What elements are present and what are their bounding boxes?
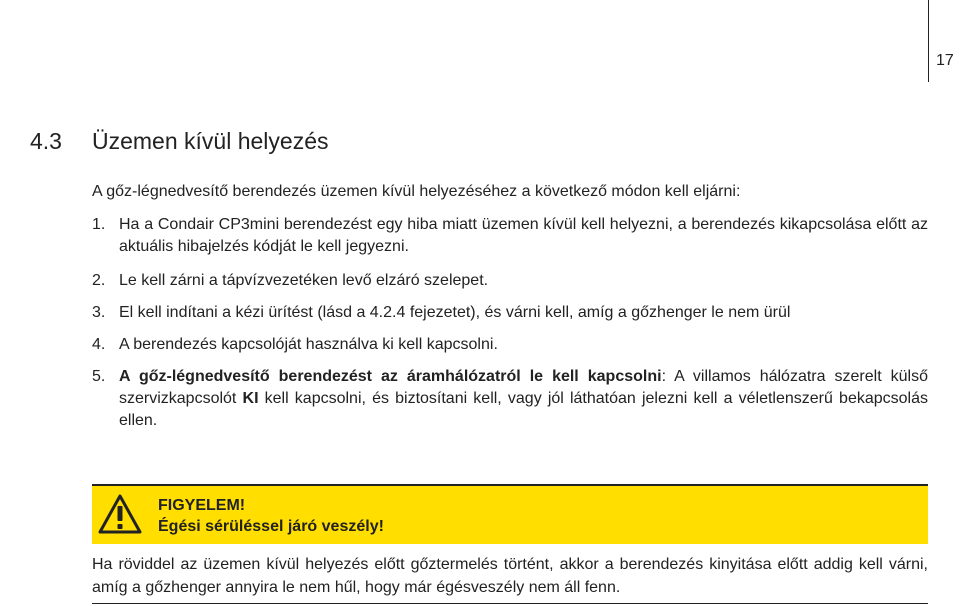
section-number: 4.3 (30, 128, 62, 154)
step-text: Ha a Condair CP3mini berendezést egy hiba miatt üzemen kívül kell helyezni, a berendezés kikapcsolása előtt az aktuális hibajelzés kódját le kell jegyezni. (119, 216, 928, 255)
warning-band (92, 486, 928, 544)
step-1 (92, 214, 928, 258)
step-number: 5. (92, 368, 106, 385)
step-4 (92, 334, 928, 356)
step-text: A berendezés kapcsolóját használva ki kell kapcsolni. (119, 336, 498, 353)
warning-titles (158, 495, 384, 537)
warning-bottom-rule (92, 603, 928, 604)
intro-text: A gőz-légnedvesítő berendezés üzemen kívül helyezéséhez a következő módon kell eljárni: (92, 183, 741, 200)
step-3 (92, 302, 928, 324)
section-title: Üzemen kívül helyezés (92, 128, 329, 154)
step-text: Le kell zárni a tápvízvezetéken levő elzáró szelepet. (119, 272, 489, 289)
step-number: 1. (92, 216, 106, 233)
page-margin-rule (928, 0, 929, 82)
step-number: 3. (92, 304, 106, 321)
step-2 (92, 270, 928, 292)
step-number: 2. (92, 272, 106, 289)
procedure-steps (92, 214, 928, 442)
warning-subtitle: Égési sérüléssel járó veszély! (158, 518, 384, 535)
section-heading (30, 128, 329, 155)
step-bold-lead: A gőz-légnedvesítő berendezést az áramhálózatról le kell kapcsolni (119, 368, 662, 385)
step-bold-mid: KI (242, 390, 259, 407)
warning-title: FIGYELEM! (158, 497, 246, 514)
step-text-b: kell kapcsolni, és biztosítani kell, vagy jól láthatóan jelezni kell a véletlenszerű bekapcsolás ellen. (119, 390, 928, 429)
warning-body: Ha röviddel az üzemen kívül helyezés előtt gőztermelés történt, akkor a berendezés kinyitása előtt addig kell várni, amíg a gőzhenger annyira le nem hűl, hogy már égésveszély nem áll fenn. (92, 556, 928, 596)
page-number: 17 (936, 52, 954, 69)
step-text: El kell indítani a kézi ürítést (lásd a 4.2.4 fejezetet), és várni kell, amíg a gőzhenger le nem ürül (119, 304, 791, 321)
step-text-a: : A villamos hálózatra szerelt külső szervizkapcsolót (119, 368, 928, 407)
warning-triangle-icon (98, 494, 142, 534)
warning-box (92, 484, 928, 604)
step-number: 4. (92, 336, 106, 353)
step-5 (92, 366, 928, 432)
